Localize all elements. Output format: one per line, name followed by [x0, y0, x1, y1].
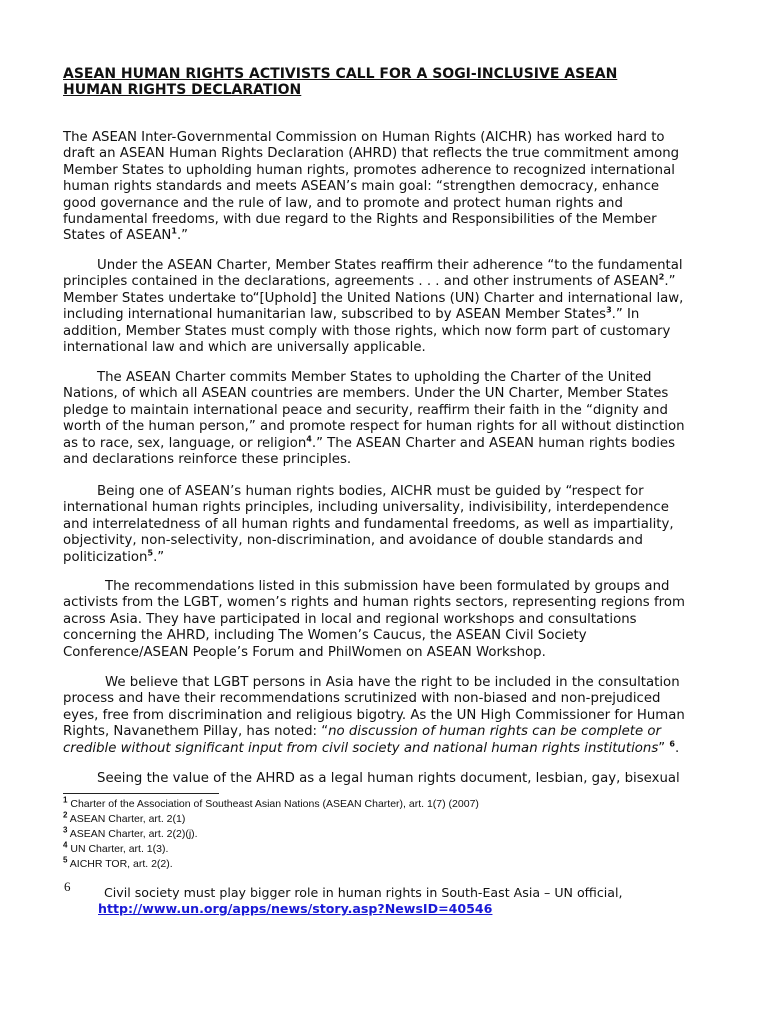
paragraph-text: politicization — [63, 549, 148, 565]
quote-text: credible without significant input from civil society and national human rights institutions — [63, 740, 659, 756]
footnote-number: 1 — [63, 795, 68, 805]
footnote-text: ASEAN Charter, art. 2(2)(j). — [67, 828, 198, 840]
footnote-ref: 6 — [669, 739, 675, 749]
footnote-6-link[interactable]: http://www.un.org/apps/news/story.asp?NewsID=40546 — [98, 901, 493, 916]
paragraph-line — [63, 741, 703, 757]
paragraph-line: The ASEAN Charter commits Member States to upholding the Charter of the United — [97, 370, 652, 385]
paragraph-line: and declarations reinforce these principles. — [63, 452, 352, 468]
paragraph-line: activists from the LGBT, women’s rights and human rights sectors, representing regions from — [63, 595, 685, 611]
footnote-text: ASEAN Charter, art. 2(1) — [67, 813, 186, 825]
paragraph-line: fundamental freedoms, with due regard to the Rights and Responsibilities of the Member — [63, 212, 657, 228]
paragraph-line: Conference/ASEAN People’s Forum and PhilWomen on ASEAN Workshop. — [63, 644, 546, 660]
footnote-ref: 5 — [147, 548, 154, 558]
footnote-number: 5 — [63, 855, 68, 865]
paragraph-7 — [63, 771, 703, 787]
title-line-2: HUMAN RIGHTS DECLARATION — [63, 82, 302, 98]
footnote-ref: 4 — [306, 434, 312, 444]
paragraph-line — [63, 274, 703, 290]
paragraph-line: human rights standards and meets ASEAN’s main goal: “strengthen democracy, enhance — [63, 179, 660, 195]
paragraph-line: across Asia. They have participated in local and regional workshops and consultations — [63, 611, 637, 627]
footnotes — [63, 797, 683, 872]
footnote-item — [63, 797, 683, 812]
footnote-ref: 3 — [606, 305, 612, 315]
footnote-item — [63, 812, 683, 827]
paragraph-text: as to race, sex, language, or religion — [63, 435, 307, 451]
paragraph-text: States of ASEAN — [63, 228, 172, 244]
paragraph-line — [63, 550, 703, 566]
paragraph-line: Nations, of which all ASEAN countries are members. Under the UN Charter, Member States — [63, 386, 669, 402]
paragraph-line: The recommendations listed in this submission have been formulated by groups and — [105, 579, 670, 594]
paragraph-text: . — [674, 740, 680, 756]
footnote-6-number: 6 — [64, 879, 71, 894]
paragraph-line — [63, 228, 703, 244]
paragraph-text: principles contained in the declarations, agreements . . . and other instruments of ASEAN — [63, 274, 659, 290]
footnote-number: 2 — [63, 810, 68, 820]
paragraph-4 — [63, 484, 703, 566]
paragraph-line: pledge to maintain international peace and security, reaffirm their faith in the “dignity and — [63, 402, 668, 418]
paragraph-2 — [63, 258, 703, 356]
paragraph-text: ” — [658, 740, 670, 756]
paragraph-line: international law and which are universally applicable. — [63, 340, 426, 356]
footnote-6-text: Civil society must play bigger role in human rights in South-East Asia – UN official, — [104, 885, 623, 900]
document-title — [63, 66, 683, 98]
footnote-number: 3 — [63, 825, 68, 835]
paragraph-line: worth of the human person,” and promote respect for human rights for all without distinction — [63, 419, 685, 435]
paragraph-text: .” — [176, 228, 189, 244]
paragraph-line: good governance and the rule of law, and to promote and protect human rights and — [63, 195, 623, 211]
paragraph-line: addition, Member States must comply with those rights, which now form part of customary — [63, 323, 671, 339]
paragraph-line: international human rights principles, including universality, indivisibility, interdependence — [63, 500, 669, 516]
paragraph-line: The ASEAN Inter-Governmental Commission on Human Rights (AICHR) has worked hard to — [63, 130, 665, 145]
footnote-ref: 2 — [658, 272, 665, 282]
footnote-text: UN Charter, art. 1(3). — [67, 843, 169, 855]
paragraph-text: Rights, Navanethem Pillay, has noted: “ — [63, 724, 329, 740]
paragraph-6 — [63, 675, 703, 757]
paragraph-line: concerning the AHRD, including The Women’s Caucus, the ASEAN Civil Society — [63, 628, 587, 644]
paragraph-line: Being one of ASEAN’s human rights bodies, AICHR must be guided by “respect for — [97, 484, 644, 499]
paragraph-line: Member States undertake to“[Uphold] the United Nations (UN) Charter and international law, — [63, 290, 684, 306]
footnote-item — [63, 857, 683, 872]
paragraph-line — [63, 436, 703, 452]
paragraph-text: .” — [153, 549, 165, 565]
footnote-number: 4 — [63, 840, 68, 850]
paragraph-line: Member States to upholding human rights, promotes adherence to recognized international — [63, 162, 675, 178]
footnote-ref: 1 — [171, 227, 177, 237]
footnote-text: Charter of the Association of Southeast Asian Nations (ASEAN Charter), art. 1(7) (2007) — [67, 798, 479, 810]
title-line-1: ASEAN HUMAN RIGHTS ACTIVISTS CALL FOR A SOGI-INCLUSIVE ASEAN — [63, 66, 618, 82]
paragraph-line: and interrelatedness of all human rights and fundamental freedoms, as well as impartiality, — [63, 516, 674, 532]
paragraph-line: process and have their recommendations scrutinized with non-biased and non-prejudiced — [63, 691, 661, 707]
paragraph-text: .” The ASEAN Charter and ASEAN human rights bodies — [311, 435, 676, 451]
paragraph-text: .” In — [611, 307, 640, 323]
paragraph-line: Under the ASEAN Charter, Member States reaffirm their adherence “to the fundamental — [97, 258, 683, 273]
footnote-separator — [63, 793, 219, 794]
footnote-text: AICHR TOR, art. 2(2). — [67, 858, 173, 870]
paragraph-text: .” — [664, 274, 676, 290]
paragraph-line: eyes, free from discrimination and religious bigotry. As the UN High Commissioner for Human — [63, 707, 685, 723]
paragraph-line — [63, 724, 703, 740]
footnote-item — [63, 842, 683, 857]
footnote-item — [63, 827, 683, 842]
paragraph-line — [63, 307, 703, 323]
paragraph-1 — [63, 130, 703, 245]
quote-text: no discussion of human rights can be complete or — [328, 724, 662, 740]
paragraph-line: objectivity, non-selectivity, non-discrimination, and avoidance of double standards and — [63, 533, 643, 549]
paragraph-5 — [63, 579, 703, 661]
paragraph-line: Seeing the value of the AHRD as a legal human rights document, lesbian, gay, bisexual — [97, 771, 680, 786]
paragraph-text: including international humanitarian law, subscribed to by ASEAN Member States — [63, 307, 607, 323]
paragraph-line: We believe that LGBT persons in Asia have the right to be included in the consultation — [105, 675, 680, 690]
paragraph-line: draft an ASEAN Human Rights Declaration (AHRD) that reflects the true commitment among — [63, 146, 680, 162]
paragraph-3 — [63, 370, 703, 468]
